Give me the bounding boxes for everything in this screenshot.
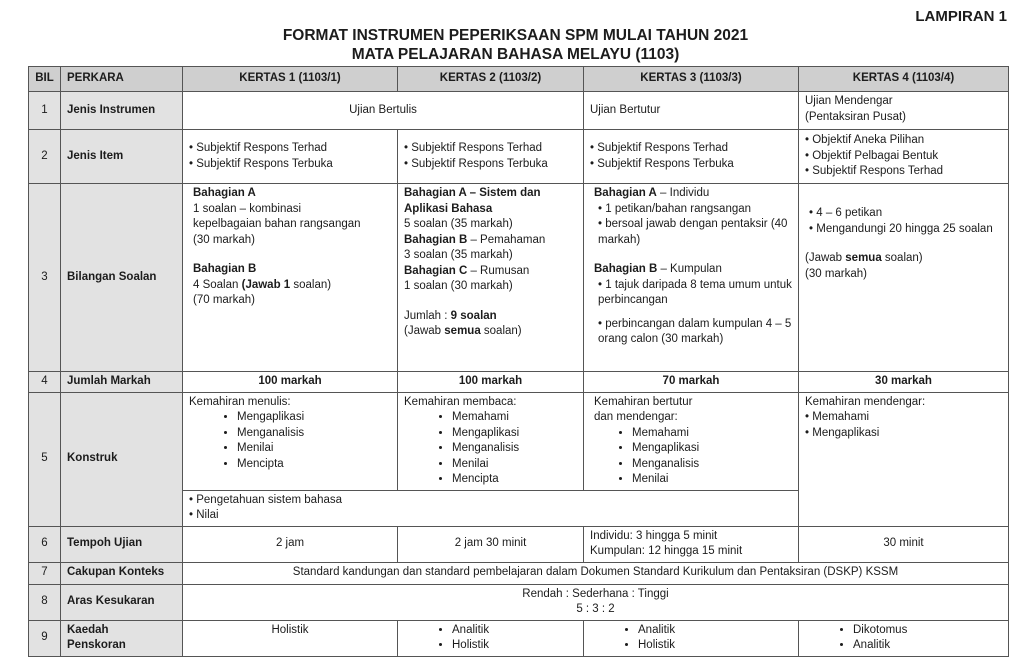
- list-item: • Analitik: [853, 638, 1002, 654]
- cell-k4: [799, 620, 1009, 656]
- text-line: (30 markah): [193, 233, 255, 246]
- list-item: • Menilai: [632, 472, 792, 488]
- cell-k2: 100 markah: [398, 372, 584, 393]
- list-item: • Mengandungi 20 hingga 25 soalan: [809, 222, 1002, 238]
- cell-k3: Ujian Bertutur: [584, 92, 799, 130]
- title-line-2: MATA PELAJARAN BAHASA MELAYU (1103): [351, 46, 680, 63]
- text-line: Jumlah : 9 soalan: [404, 309, 497, 322]
- list-item: • Pengetahuan sistem bahasa: [189, 493, 792, 509]
- text-line: 3 soalan (35 markah): [404, 249, 513, 261]
- row-number: 7: [29, 562, 61, 584]
- text-line: Kumpulan: 12 hingga 15 minit: [590, 545, 743, 557]
- header-kertas-4: KERTAS 4 (1103/4): [799, 67, 1009, 92]
- list-item: • Memahami: [805, 410, 1002, 426]
- list-item: • Subjektif Respons Terbuka: [404, 157, 577, 173]
- list-item: • Nilai: [189, 508, 792, 524]
- row-number: 6: [29, 526, 61, 562]
- row-label: Jenis Item: [61, 130, 183, 184]
- appendix-label: LAMPIRAN 1: [915, 8, 1007, 25]
- list-item: • Objektif Aneka Pilihan: [805, 133, 1002, 149]
- row-bilangan-soalan: [29, 184, 1009, 372]
- cell-k4: [799, 92, 1009, 130]
- list-item: • Subjektif Respons Terhad: [404, 141, 577, 157]
- list-item: • Mengaplikasi: [805, 426, 1002, 442]
- cell-k3: [584, 130, 799, 184]
- text-line: Bahagian C – Rumusan: [404, 264, 530, 277]
- k4-line-2: (Pentaksiran Pusat): [805, 110, 906, 123]
- list-item: • Menilai: [452, 457, 577, 473]
- header-bil: BIL: [29, 67, 61, 92]
- row-label: Jumlah Markah: [61, 372, 183, 393]
- list-item: • Menganalisis: [632, 457, 792, 473]
- row-label: Bilangan Soalan: [61, 184, 183, 372]
- cell-k2: [398, 184, 584, 372]
- cell-k3: [584, 526, 799, 562]
- list-item: • Menganalisis: [452, 441, 577, 457]
- row-number: 4: [29, 372, 61, 393]
- text-line: 1 soalan (30 markah): [404, 280, 513, 292]
- row-tempoh-ujian: [29, 526, 1009, 562]
- row-number: 8: [29, 584, 61, 620]
- text-line: Bahagian A – Individu: [594, 187, 710, 199]
- cell-k4: 30 minit: [799, 526, 1009, 562]
- list-item: • perbincangan dalam kumpulan 4 – 5 orang calon (30 markah): [598, 317, 792, 348]
- list-item: • Subjektif Respons Terhad: [805, 164, 1002, 180]
- row-number: 5: [29, 392, 61, 526]
- cell-all: Standard kandungan dan standard pembelajaran dalam Dokumen Standard Kurikulum dan Pentaksiran (DSKP) KSSM: [183, 562, 1009, 584]
- text-line: 5 soalan (35 markah): [404, 218, 513, 230]
- list-item: • Analitik: [638, 623, 792, 639]
- row-label: Jenis Instrumen: [61, 92, 183, 130]
- cell-k1: [183, 130, 398, 184]
- format-table: [28, 66, 1009, 657]
- list-item: • Mencipta: [452, 472, 577, 488]
- k4-line-1: Ujian Mendengar: [805, 95, 893, 107]
- cell-k3: [584, 392, 799, 490]
- row-label: Konstruk: [61, 392, 183, 526]
- row-label: Cakupan Konteks: [61, 562, 183, 584]
- text-line: 5 : 3 : 2: [576, 603, 615, 615]
- cell-k1: [183, 184, 398, 372]
- text-line: Bahagian B – Kumpulan: [594, 263, 722, 275]
- list-item: • Mengaplikasi: [632, 441, 792, 457]
- text-line: Kaedah: [67, 623, 109, 636]
- cell-k2: [398, 130, 584, 184]
- list-item: • 4 – 6 petikan: [809, 206, 1002, 222]
- list-item: • Holistik: [452, 638, 577, 654]
- text-line: 1 soalan – kombinasi: [193, 202, 302, 215]
- section-heading: Aplikasi Bahasa: [404, 202, 493, 215]
- row-number: 1: [29, 92, 61, 130]
- text-line: Kemahiran membaca:: [404, 395, 517, 408]
- row-jenis-instrumen: [29, 92, 1009, 130]
- text-line: Penskoran: [67, 639, 126, 651]
- row-cakupan-konteks: [29, 562, 1009, 584]
- section-heading: Bahagian A: [193, 187, 256, 199]
- list-item: • Menganalisis: [237, 426, 391, 442]
- list-item: • Holistik: [638, 638, 792, 654]
- text-line: (30 markah): [805, 267, 867, 280]
- list-item: • Memahami: [632, 426, 792, 442]
- list-item: • Objektif Pelbagai Bentuk: [805, 149, 1002, 165]
- text-line: kepelbagaian bahan rangsangan: [193, 218, 361, 230]
- cell-all: [183, 584, 1009, 620]
- text-line: Bahagian B – Pemahaman: [404, 233, 546, 246]
- cell-k2: 2 jam 30 minit: [398, 526, 584, 562]
- row-number: 2: [29, 130, 61, 184]
- section-heading: Bahagian A – Sistem dan: [404, 187, 541, 199]
- text-line: (Jawab semua soalan): [404, 325, 522, 337]
- cell-k1-k2: Ujian Bertulis: [183, 92, 584, 130]
- row-kaedah-penskoran: [29, 620, 1009, 656]
- list-item: • Menilai: [237, 441, 391, 457]
- header-row: [29, 67, 1009, 92]
- text-line: Individu: 3 hingga 5 minit: [590, 529, 718, 542]
- list-item: • Subjektif Respons Terbuka: [189, 157, 391, 173]
- row-jenis-item: [29, 130, 1009, 184]
- list-item: • Mencipta: [237, 457, 391, 473]
- cell-k1-k3-shared: [183, 490, 799, 526]
- row-number: 3: [29, 184, 61, 372]
- row-label: Tempoh Ujian: [61, 526, 183, 562]
- section-heading: Bahagian B: [193, 263, 257, 275]
- cell-k1: Holistik: [183, 620, 398, 656]
- cell-k3: [584, 620, 799, 656]
- text-line: dan mendengar:: [594, 411, 678, 423]
- row-konstruk: [29, 392, 1009, 490]
- text-line: (Jawab semua soalan): [805, 252, 923, 264]
- document-title: [0, 26, 1031, 64]
- text-line: Rendah : Sederhana : Tinggi: [522, 587, 669, 600]
- cell-k3: 70 markah: [584, 372, 799, 393]
- row-label: Aras Kesukaran: [61, 584, 183, 620]
- cell-k3: [584, 184, 799, 372]
- text-line: 4 Soalan (Jawab 1 soalan): [193, 278, 332, 291]
- list-item: • Analitik: [452, 623, 577, 639]
- cell-k4: [799, 392, 1009, 526]
- list-item: • Subjektif Respons Terhad: [590, 141, 792, 157]
- row-jumlah-markah: [29, 372, 1009, 393]
- list-item: • 1 tajuk daripada 8 tema umum untuk perbincangan: [598, 278, 792, 309]
- list-item: • Subjektif Respons Terbuka: [590, 157, 792, 173]
- list-item: • Mengaplikasi: [452, 426, 577, 442]
- cell-k2: [398, 392, 584, 490]
- cell-k4: 30 markah: [799, 372, 1009, 393]
- list-item: • Subjektif Respons Terhad: [189, 141, 391, 157]
- cell-k1: 100 markah: [183, 372, 398, 393]
- text-line: Kemahiran menulis:: [189, 395, 291, 408]
- header-kertas-2: KERTAS 2 (1103/2): [398, 67, 584, 92]
- list-item: • bersoal jawab dengan pentaksir (40 markah): [598, 217, 792, 248]
- list-item: • 1 petikan/bahan rangsangan: [598, 202, 792, 218]
- cell-k1: 2 jam: [183, 526, 398, 562]
- cell-k4: [799, 130, 1009, 184]
- header-kertas-3: KERTAS 3 (1103/3): [584, 67, 799, 92]
- text-line: Kemahiran mendengar:: [805, 395, 926, 408]
- header-perkara: PERKARA: [61, 67, 183, 92]
- text-line: Kemahiran bertutur: [594, 395, 693, 408]
- list-item: • Memahami: [452, 410, 577, 426]
- row-aras-kesukaran: [29, 584, 1009, 620]
- header-kertas-1: KERTAS 1 (1103/1): [183, 67, 398, 92]
- title-line-1: FORMAT INSTRUMEN PEPERIKSAAN SPM MULAI TAHUN 2021: [282, 27, 749, 44]
- cell-k2: [398, 620, 584, 656]
- row-number: 9: [29, 620, 61, 656]
- cell-k1: [183, 392, 398, 490]
- list-item: • Dikotomus: [853, 623, 1002, 639]
- row-label: [61, 620, 183, 656]
- list-item: • Mengaplikasi: [237, 410, 391, 426]
- text-line: (70 markah): [193, 294, 255, 306]
- cell-k4: [799, 184, 1009, 372]
